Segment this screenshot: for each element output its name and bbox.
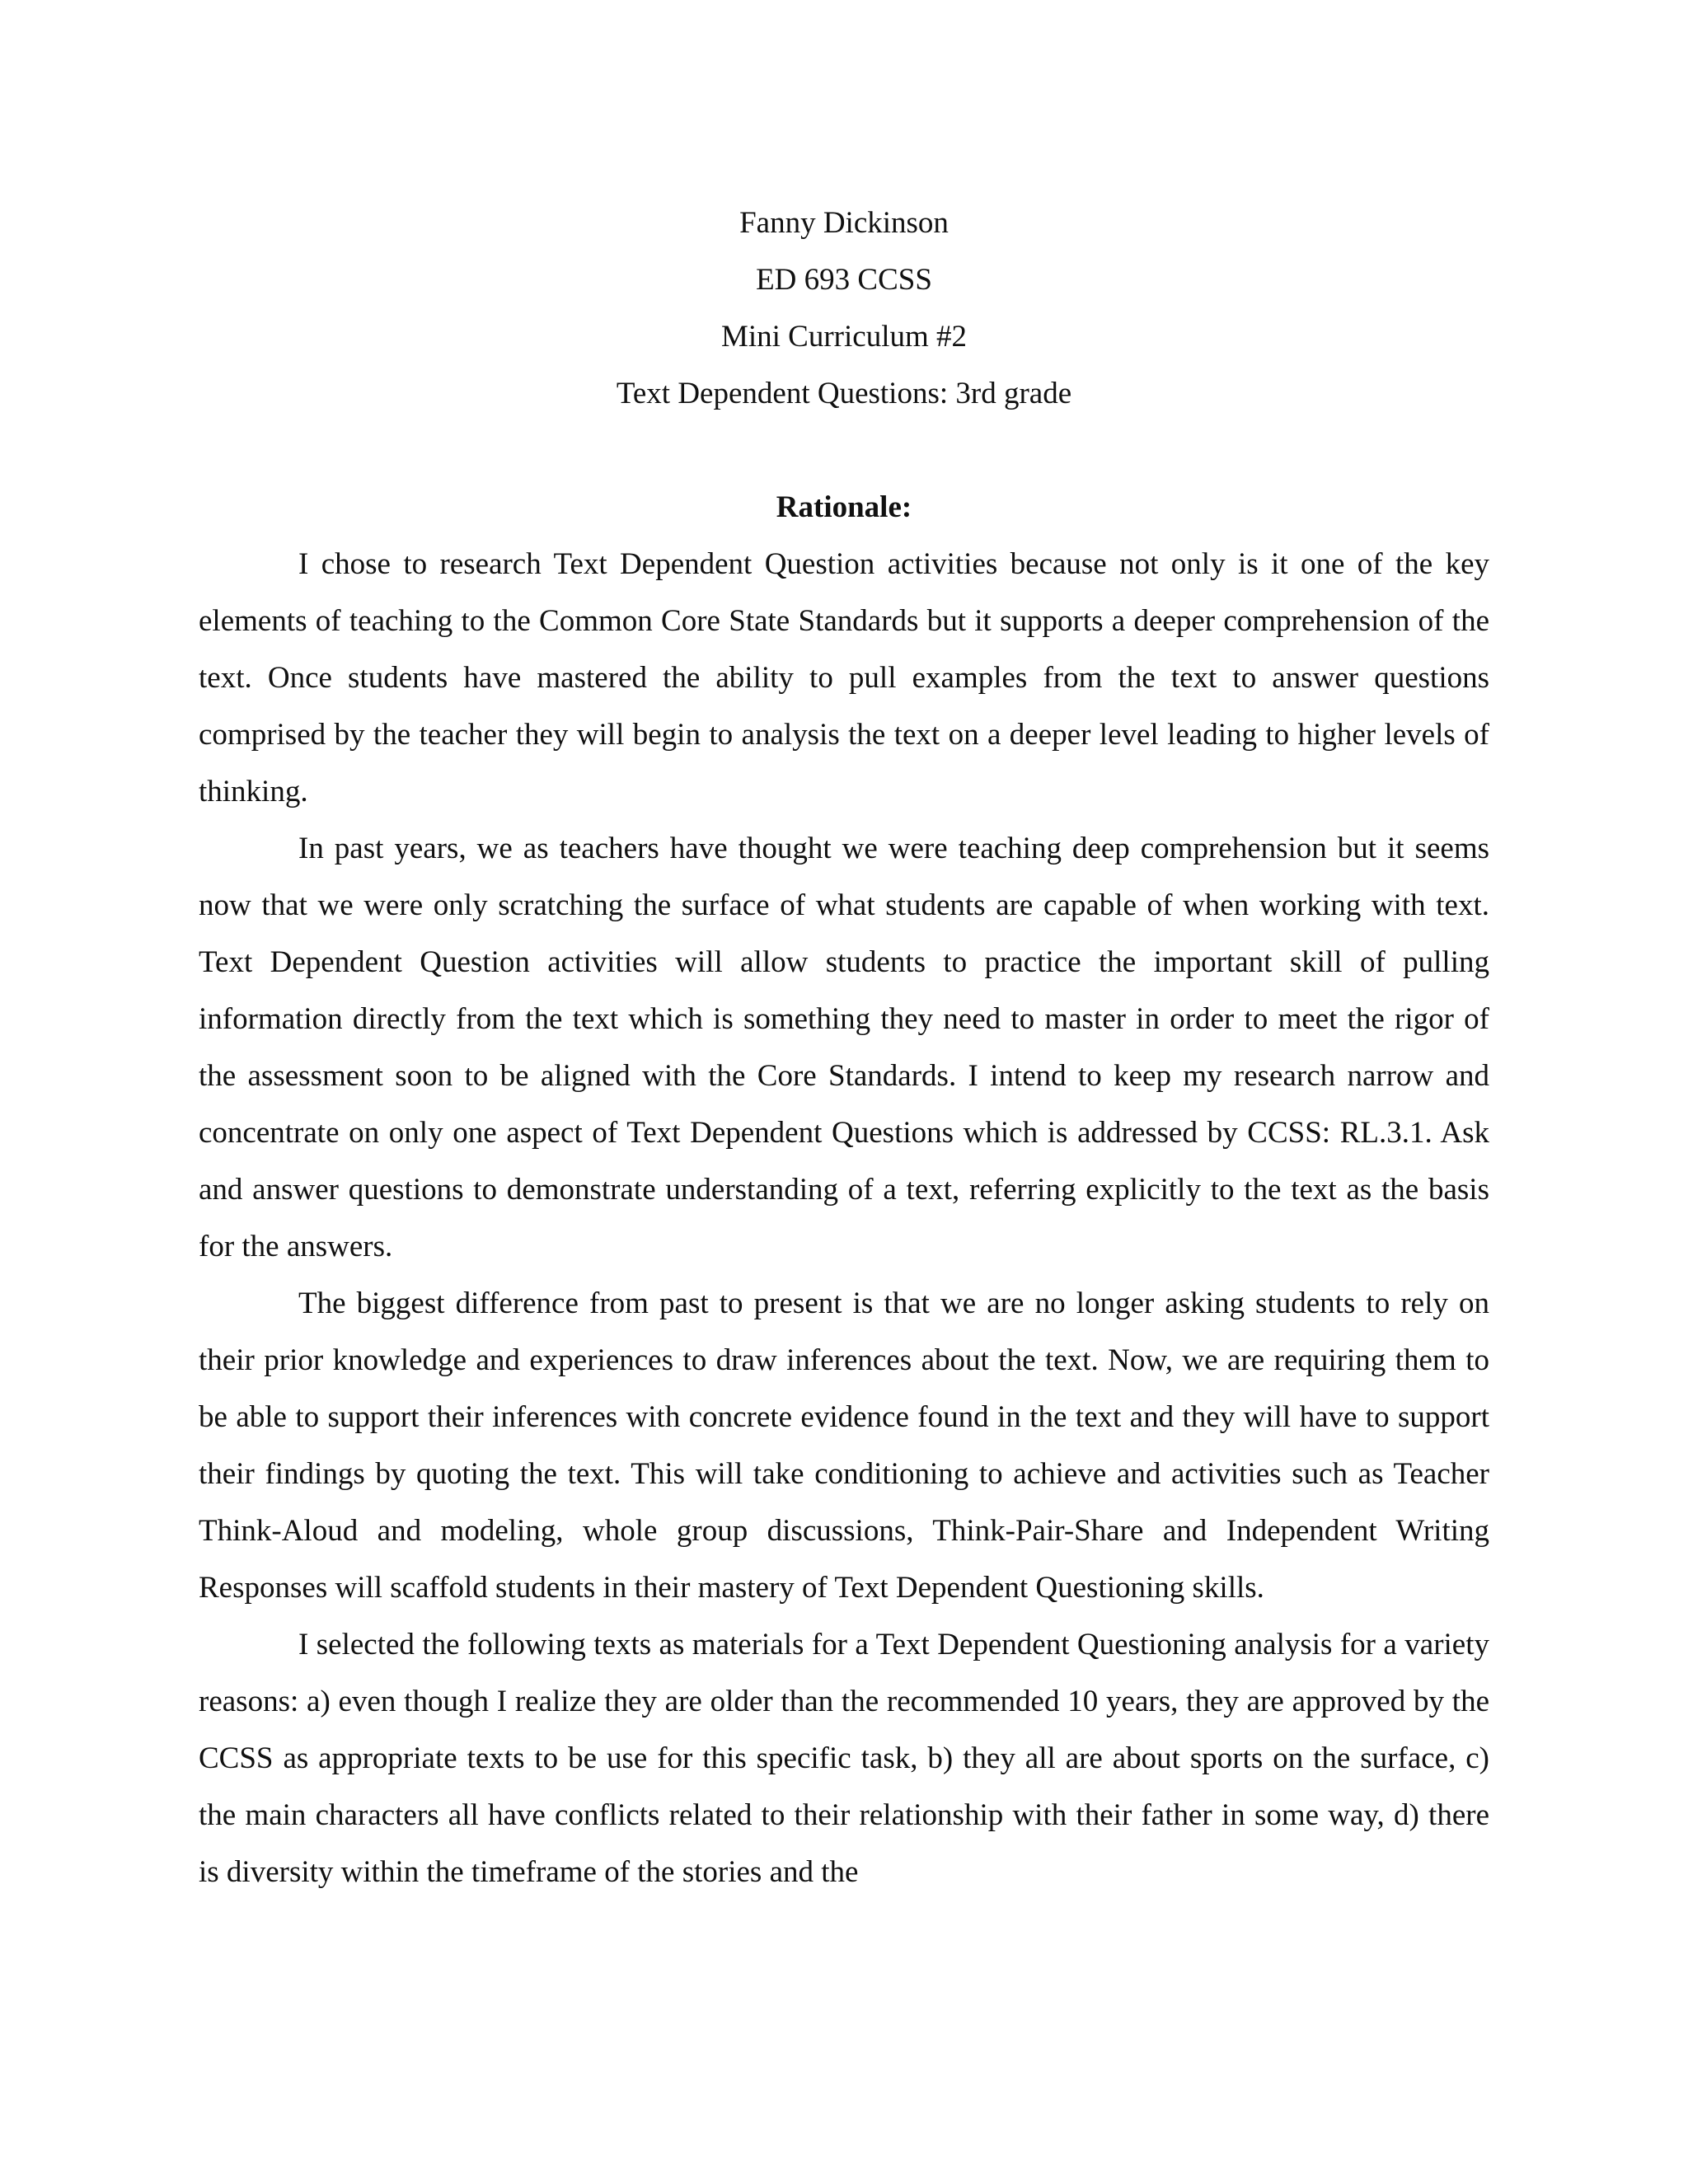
paragraph: In past years, we as teachers have thought we were teaching deep comprehension but it seems now that we were only scratching the surface of what students are capable of when working with text. Text Dependent Question activities will allow students to practice the important skill of pulling information directly from the text which is something they need to master in order to meet the rigor of the assessment soon to be aligned with the Core Standards. I intend to keep my research narrow and concentrate on only one aspect of Text Dependent Questions which is addressed by CCSS: RL.3.1. Ask and answer questions to demonstrate understanding of a text, referring explicitly to the text as the basis for the answers. bbox=[199, 832, 1489, 1263]
course-code: ED 693 CCSS bbox=[756, 263, 932, 297]
document-page bbox=[199, 194, 1489, 1900]
author-name: Fanny Dickinson bbox=[739, 206, 949, 240]
paragraph: I chose to research Text Dependent Question activities because not only is it one of the key elements of teaching to the Common Core State Standards but it supports a deeper comprehension of the text. Once students have mastered the ability to pull examples from the text to answer questions comprised by the teacher they will begin to analysis the text on a deeper level leading to higher levels of thinking. bbox=[199, 547, 1489, 808]
section-body bbox=[199, 536, 1489, 1900]
paragraph: I selected the following texts as materials for a Text Dependent Questioning analysis for a variety reasons: a) even though I realize they are older than the recommended 10 years, they are approved by the CCSS as appropriate texts to be use for this specific task, b) they all are about sports on the surface, c) the main characters all have conflicts related to their relationship with their father in some way, d) there is diversity within the timeframe of the stories and the bbox=[199, 1628, 1489, 1889]
document-header bbox=[199, 194, 1489, 422]
section-heading: Rationale: bbox=[776, 490, 912, 524]
topic-title: Text Dependent Questions: 3rd grade bbox=[616, 377, 1072, 410]
paragraph: The biggest difference from past to present is that we are no longer asking students to rely on their prior knowledge and experiences to draw inferences about the text. Now, we are requiring them to be able to support their inferences with concrete evidence found in the text and they will have to support their findings by quoting the text. This will take conditioning to achieve and activities such as Teacher Think-Aloud and modeling, whole group discussions, Think-Pair-Share and Independent Writing Responses will scaffold students in their mastery of Text Dependent Questioning skills. bbox=[199, 1286, 1489, 1605]
assignment-title: Mini Curriculum #2 bbox=[720, 320, 968, 354]
